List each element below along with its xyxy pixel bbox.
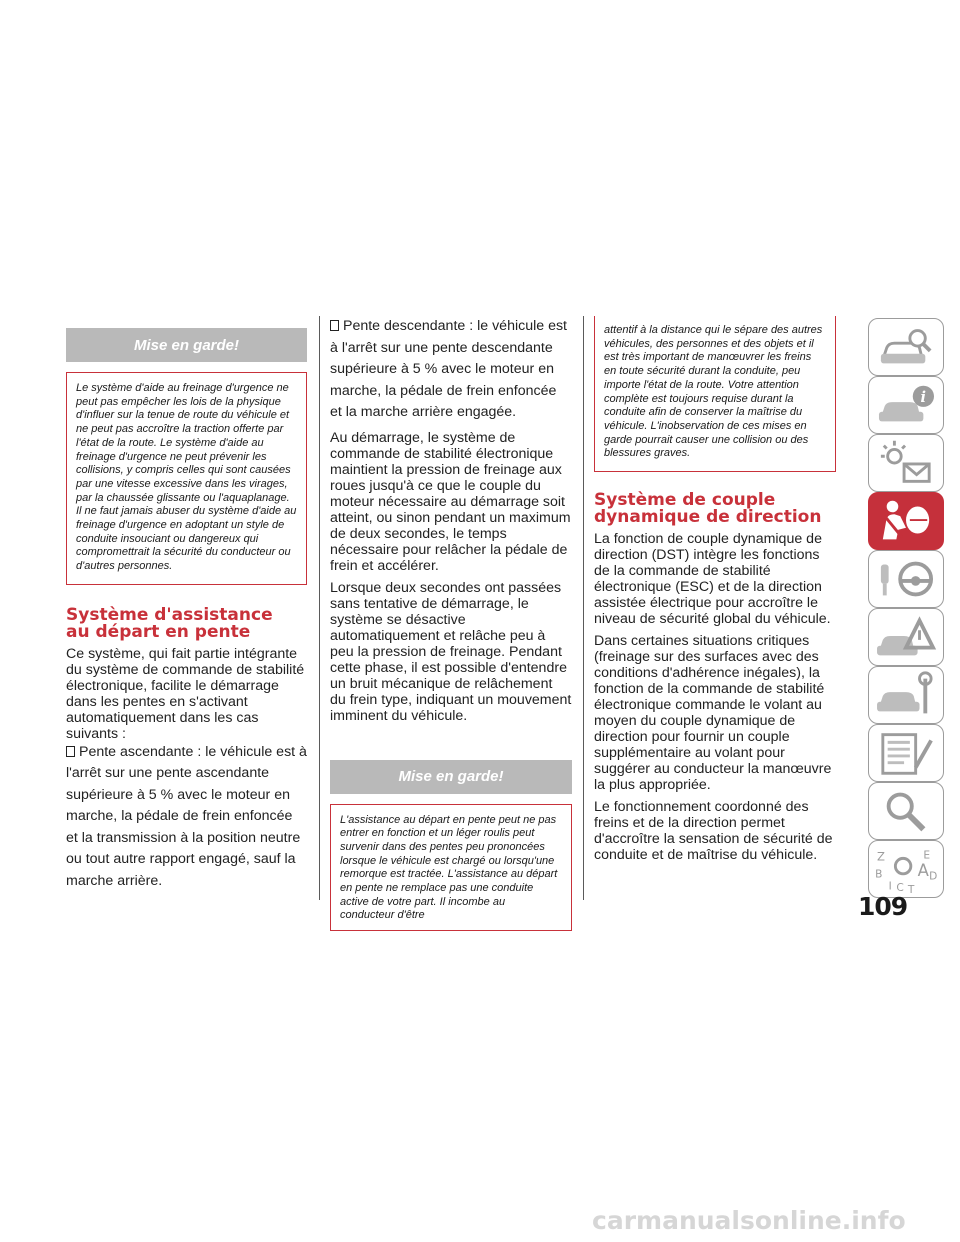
section-title: Système d'assistance au départ en pente — [66, 604, 273, 642]
paragraph: Lorsque deux secondes ont passées sans tentative de démarrage, le système se désactive automatiquement et relâche peu à peu la pression de freinage. Pendant cette phase, il est possible d'entendre un bruit mécanique de relâchement du frein type, indiquant un mouvement imminent du véhicule. — [330, 579, 572, 724]
page-number: 109 — [858, 892, 908, 921]
svg-text:B: B — [875, 867, 883, 881]
car-search-icon — [869, 319, 943, 375]
svg-text:A: A — [917, 860, 929, 880]
svg-text:i: i — [920, 389, 926, 407]
svg-text:I: I — [888, 879, 892, 893]
column-divider — [583, 316, 584, 900]
svg-text:C: C — [896, 881, 904, 895]
breakdown-triangle-icon — [869, 609, 943, 665]
index-search-icon — [869, 783, 943, 839]
checkbox-bullet-icon — [330, 320, 339, 331]
alphabetical-index-icon — [869, 841, 943, 897]
warning-lights-icon — [869, 435, 943, 491]
section-title: Système de couple dynamique de direction — [594, 490, 822, 528]
warning-box-continued — [594, 316, 836, 472]
tab-alphabetical-index[interactable] — [868, 840, 944, 898]
warning-header: Mise en garde! — [66, 328, 307, 362]
column-1 — [66, 328, 307, 898]
column-3 — [594, 316, 836, 869]
tab-safety[interactable] — [868, 492, 944, 550]
paragraph: Au démarrage, le système de commande de stabilité électronique maintient la pression de freinage aux roues jusqu'à ce que le couple du moteur nécessaire au démarrage soit atteint, ou sinon pendant un maximum de deux secondes, le temps nécessaire pour relâcher la pédale de frein et accélérer. — [330, 429, 571, 574]
svg-text:Z: Z — [877, 849, 885, 864]
column-2 — [330, 316, 572, 931]
tab-maintenance[interactable] — [868, 666, 944, 724]
warning-box — [66, 372, 307, 585]
seatbelt-airbag-icon — [869, 493, 943, 549]
bullet-item: Pente descendante : le véhicule est à l'arrêt sur une pente descendante supérieure à 5 % avec le moteur en marche, la pédale de frein enfoncée et la marche arrière engagée. — [330, 318, 568, 420]
tab-breakdown[interactable] — [868, 608, 944, 666]
key-steering-wheel-icon — [869, 551, 943, 607]
tab-car-search[interactable] — [868, 318, 944, 376]
car-maintenance-icon — [869, 667, 943, 723]
warning-box — [330, 804, 572, 932]
tab-key-steering[interactable] — [868, 550, 944, 608]
warning-header: Mise en garde! — [330, 760, 572, 794]
column-divider — [319, 316, 320, 900]
paragraph: La fonction de couple dynamique de direction (DST) intègre les fonctions de la commande de stabilité électronique (ESC) et de la direction assistée électrique pour accroître le niveau de sécurité global du véhicule. — [594, 531, 831, 628]
tab-index-search[interactable] — [868, 782, 944, 840]
bullet-item: Pente ascendante : le véhicule est à l'arrêt sur une pente ascendante supérieure à 5 % avec le moteur en marche, la pédale de frein enfoncée et la transmission à la position neutre ou tout autre rapport engagé, sauf la marche arrière. — [66, 743, 307, 889]
paragraph: Dans certaines situations critiques (freinage sur des surfaces avec des conditions d'adhérence inégales), la fonction de la commande de stabilité électronique commande le volant au moyen du couple dynamique de direction pour fournir un couple supplémentaire au volant pour suggérer au conducteur la manœuvre la plus appropriée. — [594, 633, 832, 794]
intro-paragraph: Ce système, qui fait partie intégrante du système de commande de stabilité électronique, facilite le démarrage dans les pentes en s'activant automatiquement dans les cas suivants : — [66, 645, 305, 742]
car-info-icon — [869, 377, 943, 433]
warning-text: Le système d'aide au freinage d'urgence ne peut pas empêcher les lois de la physique d'influer sur la tenue de route du véhicule et ne peut pas accroître la traction offerte par l'état de la route. Le système d'aide au freinage d'urgence ne peut prévenir les collisions, y compris celles qui sont causées par une vitesse excessive dans les virages, par la chaussée glissante ou l'aquaplanage. Il ne faut jamais abuser du système d'aide au freinage d'urgence en adoptant un style de conduite insouciant ou dangereux qui compromettrait la sécurité du conducteur ou d'autres personnes. — [76, 382, 297, 573]
tab-car-info[interactable] — [868, 376, 944, 434]
checkbox-bullet-icon — [66, 746, 75, 757]
warning-text: L'assistance au départ en pente peut ne pas entrer en fonction et un léger roulis peut survenir dans des pentes peu prononcées lorsque le véhicule est chargé ou lorsqu'une remorque est tractée. L'assistance au départ en pente ne remplace pas une conduite active de votre part. Il incombe au conducteur d'être — [340, 813, 558, 922]
paragraph: Le fonctionnement coordonné des freins et de la direction permet d'accroître la sensation de sécurité de conduite et de maîtrise du véhicule. — [594, 799, 833, 864]
tab-specifications[interactable] — [868, 724, 944, 782]
warning-text: attentif à la distance qui le sépare des autres véhicules, des personnes et des objets et il est très important de manœuvrer les freins en toute sécurité durant la conduite, peu importe l'état de la route. Votre attention complète est toujours requise durant la conduite afin de conserver la maîtrise du véhicule. L'inobservation de ces mises en garde pourrait causer une collision ou des blessures graves. — [604, 324, 823, 460]
watermark: carmanualsonline.info — [592, 1206, 906, 1235]
svg-text:E: E — [923, 848, 931, 862]
svg-text:D: D — [929, 869, 938, 883]
svg-text:T: T — [907, 883, 915, 897]
specifications-list-icon — [869, 725, 943, 781]
tab-warning-lights[interactable] — [868, 434, 944, 492]
